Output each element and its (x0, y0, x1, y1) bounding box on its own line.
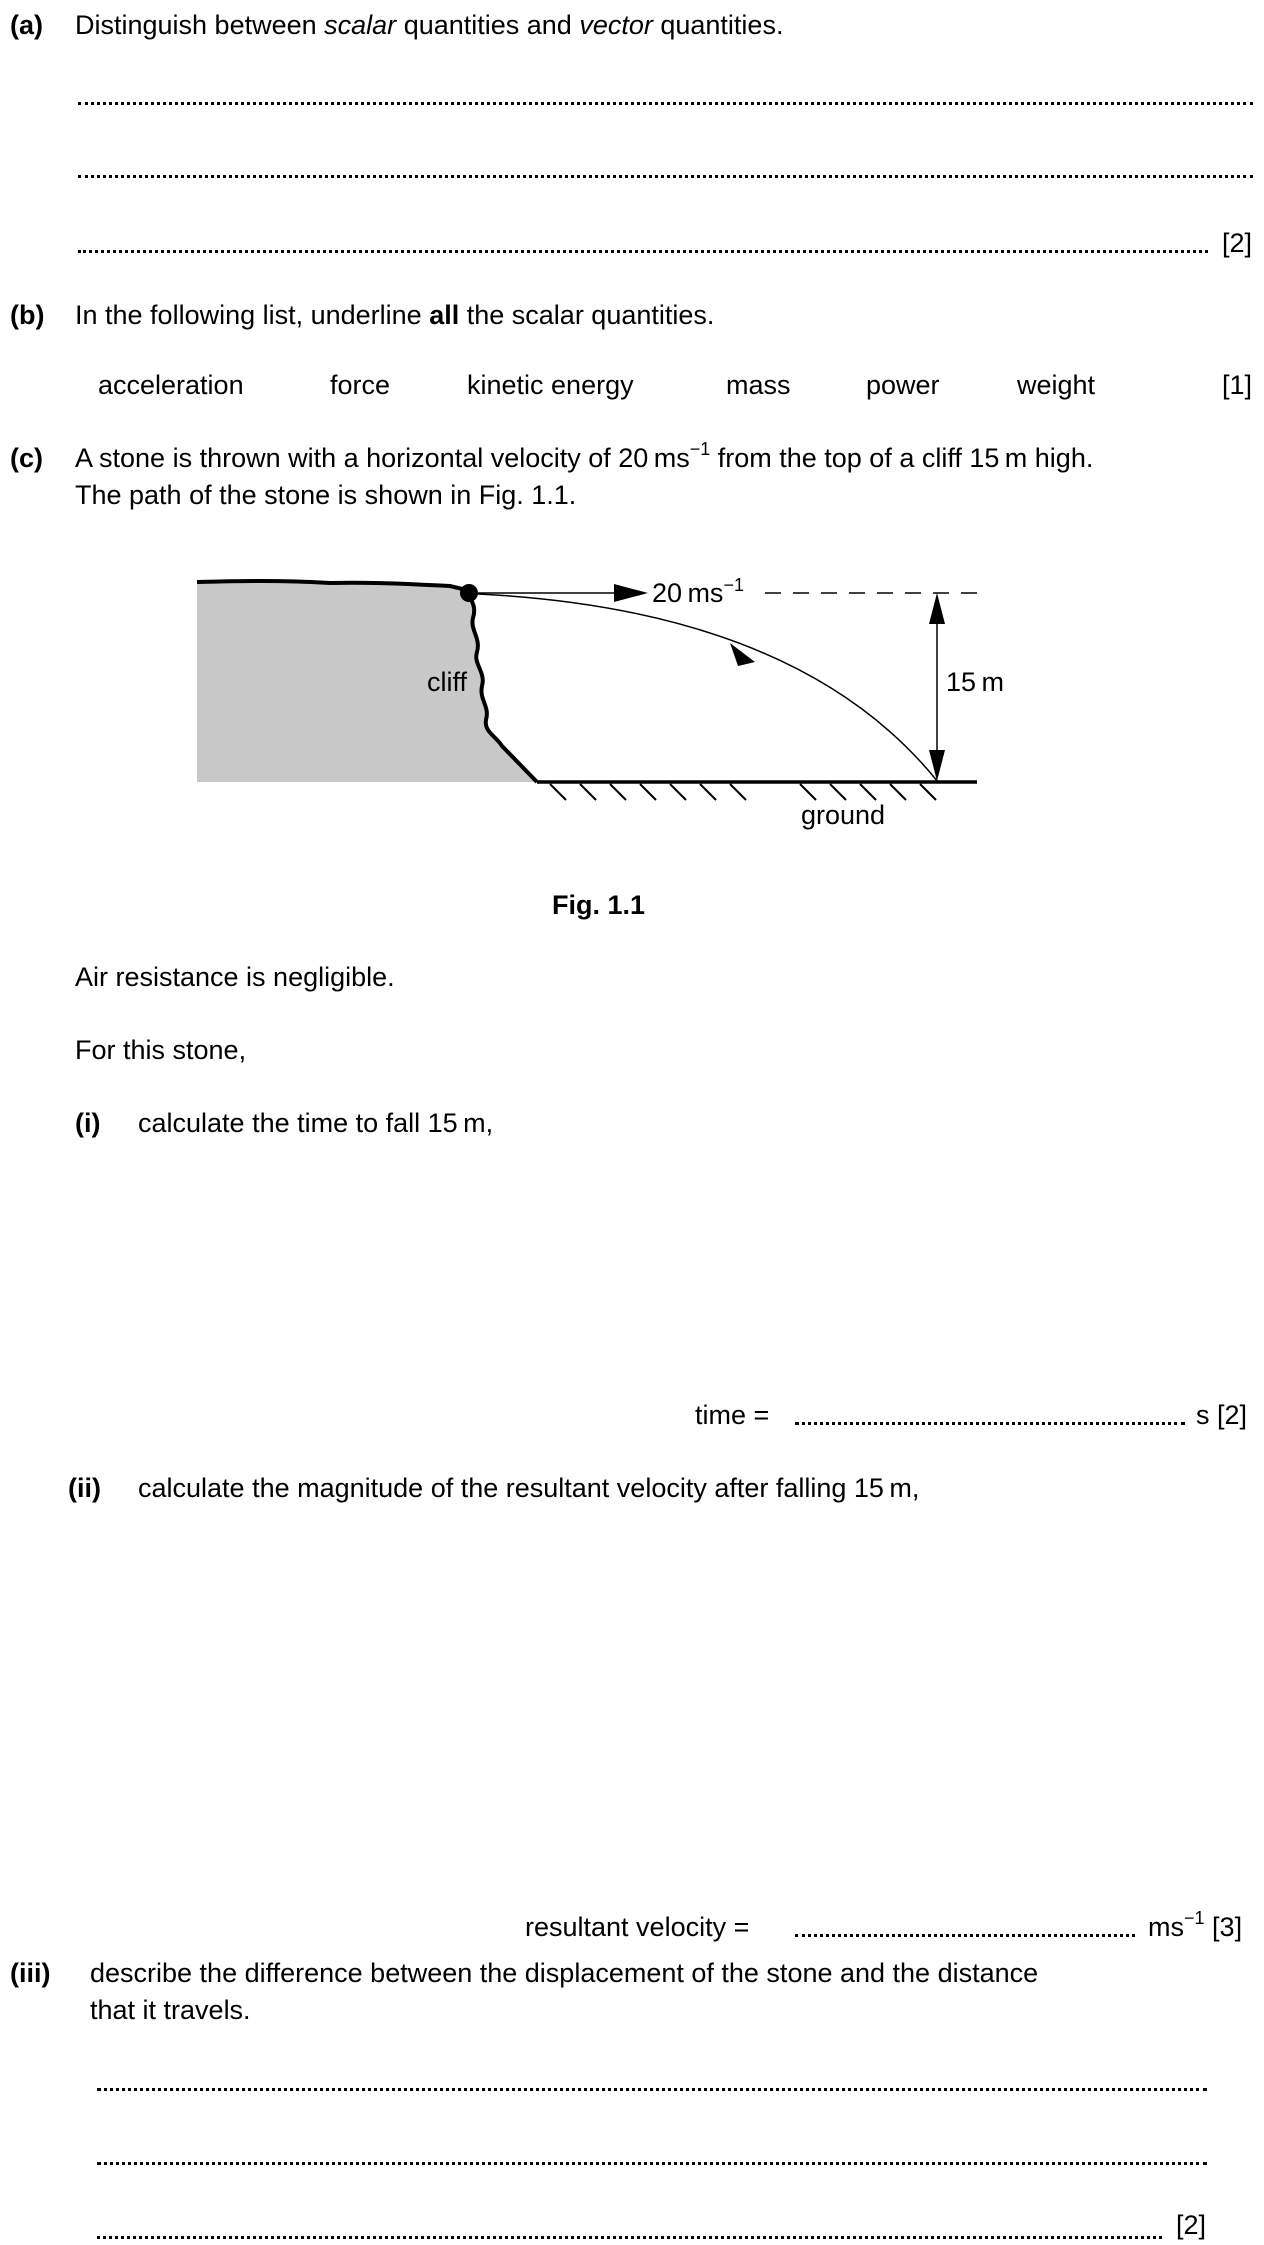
velocity-label: 20 $ms^{-1}$ (652, 575, 744, 608)
part-c-question-line-1 (75, 439, 1094, 474)
part-c-question-line-2: The path of the stone is shown in Fig. 1.1. (75, 480, 577, 510)
part-a-answer-line-3[interactable] (78, 250, 1208, 253)
part-c-line1-post: from the top of a cliff 15 m high. (710, 443, 1094, 473)
part-c-line1-pre: A stone is thrown with a horizontal velocity of 20 ms (75, 443, 690, 473)
cliff-label: cliff (427, 667, 468, 697)
trajectory-curve (478, 594, 938, 782)
part-a-vector-word: vector (579, 10, 653, 40)
part-b-marks: [1] (1222, 370, 1253, 400)
sub-iii-answer-line-1[interactable] (97, 2088, 1207, 2091)
part-b-text-pre: In the following list, underline (75, 300, 430, 330)
part-a-scalar-word: scalar (324, 10, 397, 40)
sub-iii-question-line-2: that it travels. (90, 1995, 251, 2025)
part-a-text-mid: quantities and (396, 10, 580, 40)
sub-i-question: calculate the time to fall 15 m, (138, 1108, 494, 1138)
resultant-velocity-field[interactable] (795, 1934, 1135, 1937)
part-a-label: (a) (10, 10, 43, 40)
part-b-text-post: the scalar quantities. (459, 300, 715, 330)
sub-iii-answer-line-3[interactable] (97, 2236, 1162, 2239)
cliff-shape (197, 581, 537, 782)
part-c-label: (c) (10, 443, 43, 473)
part-a-marks: [2] (1222, 228, 1253, 258)
time-answer-field[interactable] (795, 1422, 1185, 1425)
ground-hatching (550, 784, 936, 800)
sub-iii-answer-line-2[interactable] (97, 2162, 1207, 2165)
part-a-text-pre: Distinguish between (75, 10, 325, 40)
figure-caption: Fig. 1.1 (552, 890, 646, 920)
list-item-acceleration[interactable]: acceleration (98, 370, 244, 400)
trajectory-arrowhead (730, 643, 755, 666)
part-b-all-word: all (429, 300, 460, 330)
list-item-force[interactable]: force (330, 370, 391, 400)
ground-label: ground (801, 800, 886, 830)
resultant-velocity-unit-marks (1148, 1908, 1243, 1943)
for-this-stone-text: For this stone, (75, 1035, 247, 1065)
time-answer-label: time = (695, 1400, 770, 1430)
sub-i-label: (i) (75, 1108, 101, 1138)
air-resistance-text: Air resistance is negligible. (75, 962, 395, 992)
time-unit-marks: s [2] (1196, 1400, 1248, 1430)
figure-cliff-diagram (0, 560, 1264, 860)
sub-ii-question: calculate the magnitude of the resultant velocity after falling 15 m, (138, 1473, 920, 1503)
sub-ii-label: (ii) (68, 1473, 101, 1503)
resultant-velocity-unit: ms (1148, 1912, 1184, 1942)
sub-iii-marks: [2] (1176, 2210, 1207, 2240)
part-a-question (75, 10, 783, 41)
resultant-velocity-unit-sup: −1 (1184, 1908, 1205, 1928)
resultant-velocity-label: resultant velocity = (525, 1912, 750, 1942)
resultant-velocity-marks: [3] (1212, 1912, 1243, 1942)
sub-iii-question-line-1: describe the difference between the displacement of the stone and the distance (90, 1958, 1039, 1988)
part-a-answer-line-2[interactable] (78, 175, 1253, 178)
list-item-weight[interactable]: weight (1017, 370, 1096, 400)
list-item-mass[interactable]: mass (726, 370, 791, 400)
part-a-text-post: quantities. (652, 10, 784, 40)
part-b-question (75, 300, 714, 331)
list-item-power[interactable]: power (866, 370, 940, 400)
height-label: 15 m (946, 667, 1004, 697)
stone (460, 584, 478, 602)
sub-iii-label: (iii) (10, 1958, 51, 1988)
velocity-arrowhead (614, 584, 648, 602)
list-item-kinetic-energy[interactable]: kinetic energy (467, 370, 634, 400)
part-b-label: (b) (10, 300, 45, 330)
part-a-answer-line-1[interactable] (78, 102, 1253, 105)
part-c-line1-sup: −1 (689, 439, 711, 459)
height-arrowhead-top (929, 593, 945, 624)
height-arrowhead-bottom (929, 750, 945, 781)
